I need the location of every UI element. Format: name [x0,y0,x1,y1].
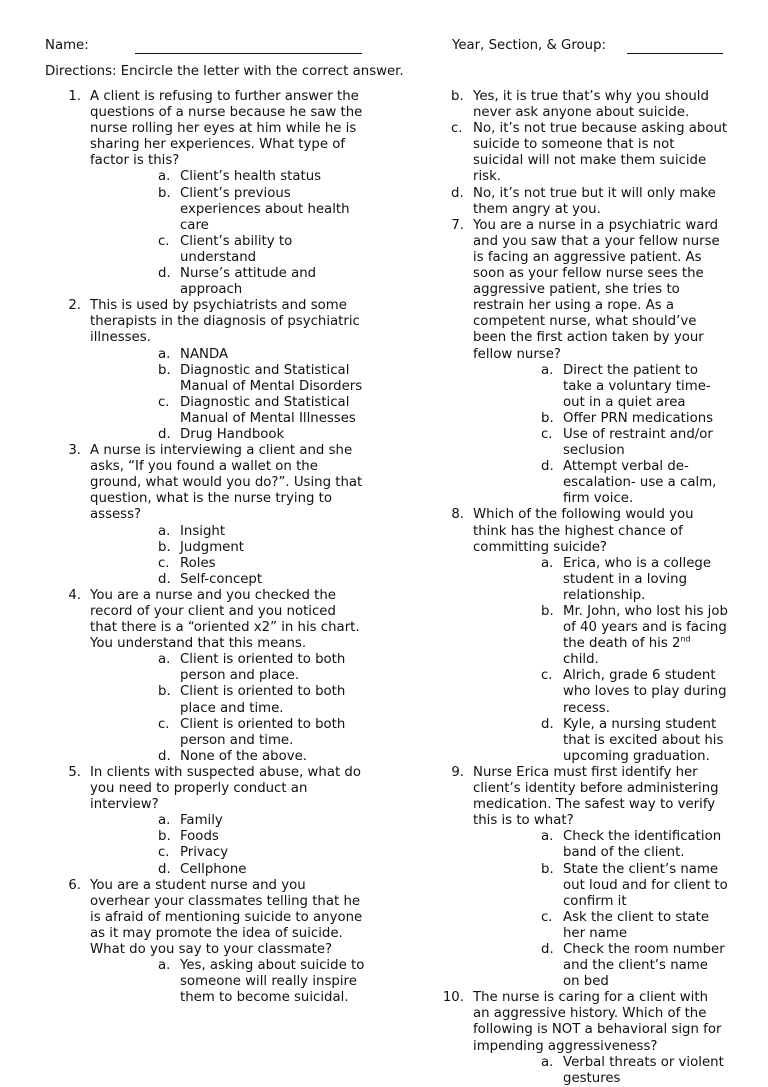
option-letter: a. [158,169,171,185]
option-c[interactable] [473,910,728,942]
option-text: Client is oriented to both person and place. [180,652,346,684]
question-number: 10. [442,990,464,1006]
question-stem: You are a nurse in a psychiatric ward and you saw that a your fellow nurse is facing an aggressive patient. As soon as your fellow nurse sees the aggressive patient, she tries to restrain her using a rope. As a competent nurse, what should’ve been the first action taken by your fellow nurse? [473,217,720,362]
option-c[interactable] [90,845,367,861]
option-a[interactable] [90,169,367,185]
option-text: Yes, asking about suicide to someone will really inspire them to become suicidal. [180,958,365,1006]
option-text-tail: child. [563,652,599,668]
option-text: Diagnostic and Statistical Manual of Mental Illnesses [180,394,356,426]
question-number: 5. [68,764,81,780]
option-text: Client’s previous experiences about health care [180,185,350,233]
option-letter: b. [158,829,171,845]
question-number: 3. [68,443,81,459]
option-letter: a. [541,1054,554,1070]
question-stem: This is used by psychiatrists and some therapists in the diagnosis of psychiatric illnesses. [90,298,360,346]
option-a[interactable] [90,524,367,540]
option-letter: a. [158,346,171,362]
option-letter: c. [158,845,170,861]
option-text: No, it’s not true but it will only make them angry at you. [473,185,716,217]
option-b[interactable] [90,540,367,556]
question-number: 4. [68,587,81,603]
option-c[interactable] [473,668,728,716]
option-d[interactable] [473,459,728,507]
option-c[interactable] [428,121,728,185]
option-text: Drug Handbook [180,426,285,442]
option-letter: c. [541,426,553,442]
option-text: Nurse’s attitude and approach [180,266,317,298]
option-letter: d. [158,426,171,442]
option-letter: c. [158,555,170,571]
option-text: Verbal threats or violent gestures [563,1054,724,1086]
option-letter: b. [158,539,171,555]
option-c[interactable] [90,395,367,427]
option-b[interactable] [428,89,728,121]
option-letter: c. [158,716,170,732]
option-text: Use of restraint and/or seclusion [563,426,713,459]
option-text-main: Mr. John, who lost his job of 40 years and is facing the death of his 2 [563,604,728,652]
option-a[interactable] [473,556,728,604]
option-letter: d. [158,571,171,587]
option-text: Client is oriented to both place and time. [180,684,346,716]
option-text: No, it’s not true because asking about suicide to someone that is not suicidal will not make them suicide risk. [473,121,728,185]
question-stem: You are a nurse and you checked the record of your client and you noticed that there is a “oriented x2” in his chart. You understand that this means. [90,587,360,652]
option-letter: a. [158,813,171,829]
option-letter: d. [451,185,464,201]
directions: Directions: Encircle the letter with the correct answer. [45,64,404,79]
option-letter: c. [541,909,553,925]
option-d[interactable] [90,266,367,298]
option-b[interactable] [90,684,367,716]
option-letter: a. [158,958,171,974]
option-c[interactable] [473,427,728,459]
question-1 [45,89,367,298]
option-text: Self-concept [180,571,263,587]
question-6 [45,878,367,1007]
option-d[interactable] [473,717,728,765]
option-c[interactable] [90,717,367,749]
question-number: 8. [451,507,464,523]
option-text: Offer PRN medications [563,410,714,426]
option-c[interactable] [90,556,367,572]
question-number: 1. [68,89,81,104]
name-label: Name: [45,38,89,53]
question-number: 9. [451,764,464,780]
option-a[interactable] [90,958,367,1006]
option-letter: c. [158,233,170,249]
option-text: Direct the patient to take a voluntary time-out in a quiet area [563,362,711,410]
question-number: 6. [68,877,81,893]
option-text: Check the identification band of the client. [563,829,722,861]
option-a[interactable] [90,813,367,829]
option-d[interactable] [473,942,728,990]
left-column [45,89,367,1006]
ordinal-superscript: nd [680,634,691,644]
question-stem: Which of the following would you think has the highest chance of committing suicide? [473,507,694,555]
question-9 [428,765,728,990]
option-d[interactable] [90,749,367,765]
option-text: Family [180,813,223,829]
question-number: 2. [68,298,81,314]
option-text: Yes, it is true that’s why you should never ask anyone about suicide. [473,89,709,121]
option-b[interactable] [473,411,728,427]
option-text: Client is oriented to both person and time. [180,716,346,748]
right-column [428,89,728,1087]
option-a[interactable] [473,363,728,411]
option-b[interactable] [90,363,367,395]
question-number: 7. [451,217,464,233]
option-letter: d. [158,748,171,764]
option-a[interactable] [90,652,367,684]
option-d[interactable] [90,427,367,443]
question-4 [45,588,367,765]
question-stem: In clients with suspected abuse, what do you need to properly conduct an interview? [90,764,362,813]
question-7 [428,218,728,508]
option-d[interactable] [90,862,367,878]
question-3 [45,443,367,588]
option-text: Roles [180,555,216,571]
option-letter: b. [451,89,464,104]
option-letter: d. [541,459,554,475]
option-letter: a. [158,523,171,539]
option-letter: d. [158,266,171,282]
year-section-group-label: Year, Section, & Group: [452,38,607,53]
option-text: NANDA [180,346,229,362]
option-b[interactable] [90,829,367,845]
option-text: Client’s ability to understand [180,233,293,265]
option-text: Foods [180,829,219,845]
option-a[interactable] [473,1055,728,1087]
option-text: Kyle, a nursing student that is excited about his upcoming graduation. [563,716,724,764]
option-text: Ask the client to state her name [563,909,710,941]
option-text: Check the room number and the client’s name on bed [563,941,725,990]
option-text: Alrich, grade 6 student who loves to play during recess. [563,668,727,716]
option-text: Insight [180,523,226,539]
question-10 [428,990,728,1087]
question-2 [45,298,367,443]
option-text: Diagnostic and Statistical Manual of Mental Disorders [180,362,363,394]
option-text: Cellphone [180,861,247,877]
option-b[interactable] [473,862,728,910]
option-text: Erica, who is a college student in a loving relationship. [563,555,711,603]
question-stem: The nurse is caring for a client with an aggressive history. Which of the following is NOT a behavioral sign for impending aggressiveness? [473,990,722,1054]
option-letter: d. [541,716,554,732]
option-letter: a. [541,362,554,378]
option-letter: b. [158,362,171,378]
option-letter: a. [541,829,554,845]
question-8 [428,507,728,765]
option-text: Client’s health status [180,169,322,185]
question-6-continued [428,89,728,218]
header [0,38,768,56]
option-letter: b. [158,185,171,201]
option-text: State the client’s name out loud and for client to confirm it [563,861,728,909]
option-text: Judgment [180,539,245,555]
option-letter: b. [541,861,554,877]
option-letter: a. [541,555,554,571]
option-b[interactable] [473,604,728,668]
option-letter: d. [541,941,554,957]
option-text [563,604,728,667]
option-d[interactable] [90,572,367,588]
option-text: Privacy [180,845,229,861]
option-letter: b. [541,604,554,619]
option-letter: c. [541,668,553,684]
option-letter: b. [158,684,171,700]
option-b[interactable] [90,186,367,234]
question-stem: A nurse is interviewing a client and she asks, “If you found a wallet on the ground, what would you do?”. Using that question, what is the nurse trying to assess? [90,443,363,523]
option-text: None of the above. [180,748,308,764]
option-a[interactable] [90,347,367,363]
question-stem: You are a student nurse and you overhear your classmates telling that he is afraid of mentioning suicide to anyone as it may promote the idea of suicide. What do you say to your classmate? [90,877,363,957]
option-letter: b. [541,410,554,426]
option-d[interactable] [428,186,728,218]
option-letter: c. [158,394,170,410]
question-stem: A client is refusing to further answer the questions of a nurse because he saw the nurse rolling her eyes at him while he is sharing her experiences. What type of factor is this? [90,89,363,169]
question-5 [45,765,367,878]
option-text: Attempt verbal de-escalation- use a calm, firm voice. [563,459,717,507]
option-letter: d. [158,861,171,877]
year-section-group-blank[interactable] [627,53,723,54]
name-blank[interactable] [135,53,362,54]
option-letter: c. [451,121,463,137]
option-letter: a. [158,652,171,668]
option-a[interactable] [473,829,728,861]
option-c[interactable] [90,234,367,266]
question-stem: Nurse Erica must first identify her client’s identity before administering medication. The safest way to verify this is to what? [473,764,719,829]
